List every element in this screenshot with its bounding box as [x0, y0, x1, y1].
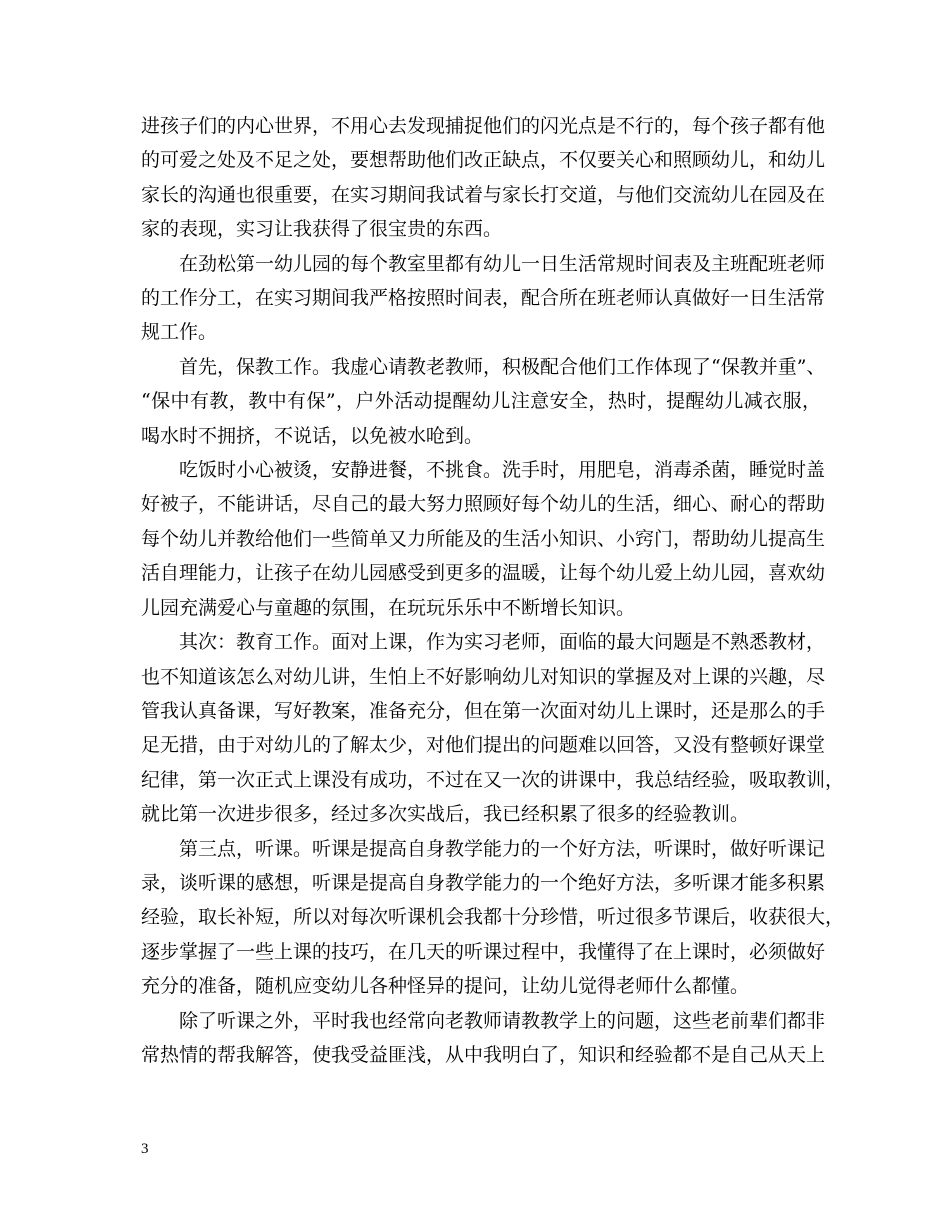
text-line: 除了听课之外，平时我也经常向老教师请教教学上的问题，这些老前辈们都非 [179, 1009, 826, 1032]
text-line: 足无措，由于对幼儿的了解太少，对他们提出的问题难以回答，又没有整顿好课堂 [141, 734, 826, 757]
document-body [141, 109, 845, 1072]
page-number: 3 [141, 1141, 149, 1157]
text-line: 录，谈听课的感想，听课是提高自身教学能力的一个绝好方法，多听课才能多积累 [141, 871, 826, 894]
text-line: 每个幼儿并教给他们一些简单又力所能及的生活小知识、小窍门，帮助幼儿提高生 [141, 527, 826, 550]
paragraph [141, 109, 826, 247]
text-line: 其次：教育工作。面对上课，作为实习老师，面临的最大问题是不熟悉教材， [179, 631, 826, 654]
text-line: 好被子，不能讲话，尽自己的最大努力照顾好每个幼儿的生活，细心、耐心的帮助 [141, 493, 826, 516]
paragraph [141, 453, 826, 625]
paragraph [141, 832, 845, 1004]
text-line: 的工作分工，在实习期间我严格按照时间表，配合所在班老师认真做好一日生活常 [141, 287, 826, 310]
text-line: 家的表现，实习让我获得了很宝贵的东西。 [141, 218, 503, 241]
text-line: 管我认真备课，写好教案，准备充分，但在第一次面对幼儿上课时，还是那么的手 [141, 699, 826, 722]
paragraph [141, 247, 826, 350]
text-line: 家长的沟通也很重要，在实习期间我试着与家长打交道，与他们交流幼儿在园及在 [141, 183, 826, 206]
text-line: 就比第一次进步很多，经过多次实战后，我已经积累了很多的经验教训。 [141, 803, 750, 826]
paragraph [141, 350, 826, 453]
text-line: 吃饭时小心被烫，安静进餐，不挑食。洗手时，用肥皂，消毒杀菌，睡觉时盖 [179, 459, 826, 482]
text-line: 也不知道该怎么对幼儿讲，生怕上不好影响幼儿对知识的掌握及对上课的兴趣，尽 [141, 665, 826, 688]
text-line: 纪律，第一次正式上课没有成功，不过在又一次的讲课中，我总结经验，吸取教训， [141, 768, 845, 791]
text-line: 经验，取长补短，所以对每次听课机会我都十分珍惜，听过很多节课后，收获很大， [141, 906, 845, 929]
text-line: “保中有教，教中有保”，户外活动提醒幼儿注意安全，热时，提醒幼儿减衣服， [141, 390, 821, 413]
text-line: 常热情的帮我解答，使我受益匪浅，从中我明白了，知识和经验都不是自己从天上 [141, 1043, 826, 1066]
text-line: 儿园充满爱心与童趣的氛围，在玩玩乐乐中不断增长知识。 [141, 596, 636, 619]
text-line: 的可爱之处及不足之处，要想帮助他们改正缺点，不仅要关心和照顾幼儿，和幼儿 [141, 149, 826, 172]
text-line: 逐步掌握了一些上课的技巧，在几天的听课过程中，我懂得了在上课时，必须做好 [141, 940, 826, 963]
text-line: 第三点，听课。听课是提高自身教学能力的一个好方法，听课时，做好听课记 [179, 837, 826, 860]
text-line: 进孩子们的内心世界，不用心去发现捕捉他们的闪光点是不行的，每个孩子都有他 [141, 115, 826, 137]
text-line: 充分的准备，随机应变幼儿各种怪异的提问，让幼儿觉得老师什么都懂。 [141, 975, 750, 998]
text-line: 首先，保教工作。我虚心请教老教师，积极配合他们工作体现了“保教并重”、 [179, 355, 826, 378]
paragraph [141, 625, 845, 831]
text-line: 活自理能力，让孩子在幼儿园感受到更多的温暖，让每个幼儿爱上幼儿园，喜欢幼 [141, 562, 826, 585]
paragraph [141, 1004, 826, 1073]
text-line: 在劲松第一幼儿园的每个教室里都有幼儿一日生活常规时间表及主班配班老师 [179, 252, 826, 275]
text-line: 喝水时不拥挤，不说话，以免被水呛到。 [141, 424, 484, 447]
text-line: 规工作。 [141, 321, 218, 344]
